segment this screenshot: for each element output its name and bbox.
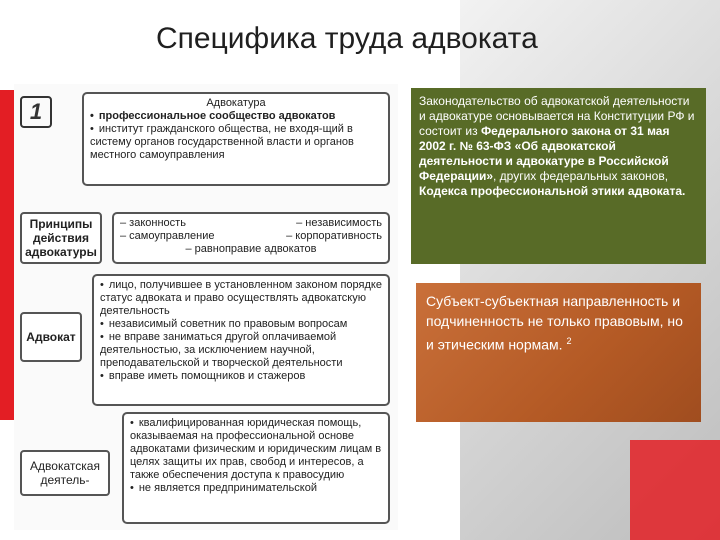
subject-box <box>416 283 701 422</box>
legislation-box <box>411 88 706 264</box>
legislation-text-1: Законодательство об адвокатской деятельности и адвокатуре основывается на Конституции РФ и состоит из <box>419 94 695 138</box>
subject-footnote: 2 <box>566 336 572 346</box>
principles-label: Принципы действия адвокатуры <box>20 212 102 264</box>
advocacy-item-1: • профессиональное сообщество адвокатов <box>90 110 382 123</box>
activity-label: Адвокатская деятель- <box>20 450 110 496</box>
principle-legality: – законность <box>120 217 186 229</box>
advocacy-item-2: • институт гражданского общества, не входя-щий в систему органов государственной власти и органов местного самоуправления <box>90 123 382 162</box>
principle-independence: – независимость <box>296 217 382 229</box>
lawyer-item-2: • независимый советник по правовым вопросам <box>100 318 382 331</box>
lawyer-item-1: • лицо, получившее в установленном законом порядке статус адвоката и право осуществлять адвокатскую деятельность <box>100 279 382 318</box>
principle-selfgov: – самоуправление <box>120 230 215 242</box>
page-title: Специфика труда адвоката <box>156 22 538 55</box>
lawyer-box <box>92 274 390 406</box>
lawyer-item-3: • не вправе заниматься другой оплачиваемой деятельностью, за исключением научной, преподавательской и творческой деятельности <box>100 331 382 370</box>
red-accent-left <box>0 90 14 420</box>
advocacy-heading: Адвокатура <box>206 97 266 109</box>
lawyer-label: Адвокат <box>20 312 82 362</box>
legislation-text-2: , других федеральных законов, <box>493 169 669 183</box>
legislation-law: Федерального закона от 31 мая 2002 г. № 63-ФЗ «Об адвокатской деятельности и адвокатуре в Российской Федерации» <box>419 124 670 183</box>
subject-text: Субъект-субъектная направленность и подчиненность не только правовым, но и этическим нормам. <box>426 293 683 353</box>
activity-item-1: • квалифицированная юридическая помощь, оказываемая на профессиональной основе адвокатами физическим и юридическим лицам в целях защиты их прав, свобод и интересов, а также обеспечения доступа к правосудию <box>130 417 382 482</box>
legislation-code: Кодекса профессиональной этики адвоката. <box>419 184 686 198</box>
activity-item-2: • не является предпринимательской <box>130 482 382 495</box>
lawyer-item-4: • вправе иметь помощников и стажеров <box>100 370 382 383</box>
principles-box <box>112 212 390 264</box>
advocacy-box <box>82 92 390 186</box>
number-icon: 1 <box>20 96 52 128</box>
principle-corporate: – корпоративность <box>286 230 382 242</box>
activity-box <box>122 412 390 524</box>
red-accent-bottom <box>630 440 720 540</box>
principle-equality: – равноправие адвокатов <box>185 243 317 255</box>
